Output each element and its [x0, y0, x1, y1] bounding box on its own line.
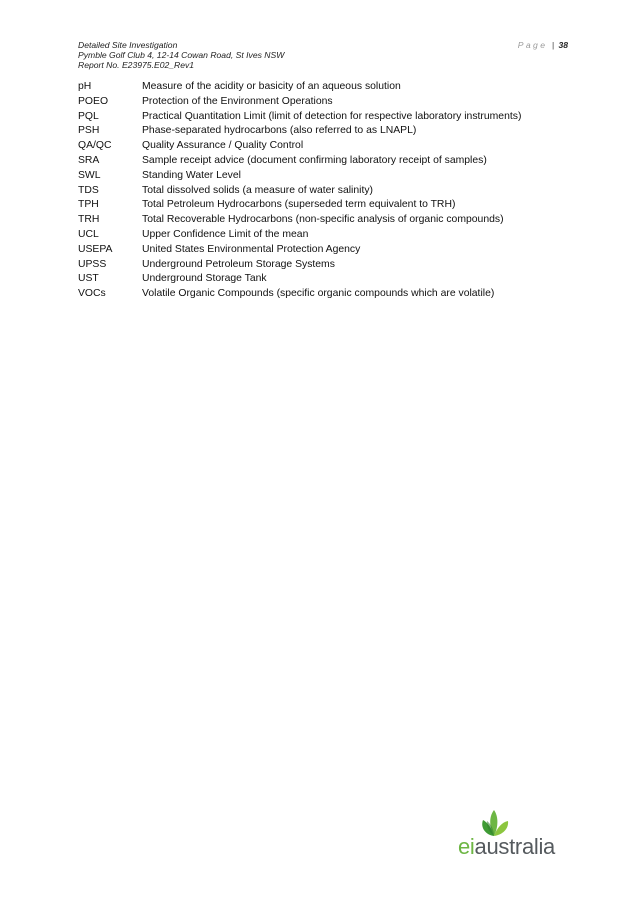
glossary-row [78, 124, 568, 139]
glossary-row [78, 95, 568, 110]
glossary-term: POEO [78, 95, 109, 107]
glossary-term: TPH [78, 199, 99, 211]
glossary-term: VOCs [78, 288, 106, 300]
glossary-definition: Total dissolved solids (a measure of water salinity) [142, 184, 373, 196]
glossary-row [78, 139, 568, 154]
glossary-term: PSH [78, 125, 100, 137]
glossary-row [78, 243, 568, 258]
glossary-definition: Total Recoverable Hydrocarbons (non-specific analysis of organic compounds) [142, 214, 504, 226]
glossary-definition: Sample receipt advice (document confirming laboratory receipt of samples) [142, 154, 487, 166]
glossary-row [78, 110, 568, 125]
glossary-row [78, 80, 568, 95]
glossary-row [78, 198, 568, 213]
glossary-definition: Measure of the acidity or basicity of an aqueous solution [142, 81, 401, 92]
glossary-definition: Protection of the Environment Operations [142, 95, 333, 107]
glossary-term: TDS [78, 184, 99, 196]
glossary-row [78, 258, 568, 273]
glossary-definition: Underground Petroleum Storage Systems [142, 258, 335, 270]
glossary-term: PQL [78, 110, 99, 122]
glossary-term: SRA [78, 154, 100, 166]
page-word: Page [517, 40, 548, 50]
abbreviations-list [78, 80, 568, 302]
page-header [78, 40, 568, 71]
page-number: 38 [558, 40, 568, 50]
glossary-term: UCL [78, 228, 99, 240]
glossary-definition: Total Petroleum Hydrocarbons (superseded term equivalent to TRH) [142, 199, 456, 211]
glossary-term: UPSS [78, 258, 107, 270]
glossary-term: QA/QC [78, 140, 112, 152]
glossary-term: USEPA [78, 243, 113, 255]
page-separator: | [551, 40, 555, 50]
page-number-label [518, 40, 568, 50]
glossary-term: pH [78, 81, 92, 92]
glossary-definition: Standing Water Level [142, 169, 241, 181]
header-report-title: Detailed Site Investigation [78, 40, 178, 50]
logo-wordmark [458, 834, 555, 860]
logo-text-australia: australia [474, 834, 555, 859]
company-logo [456, 808, 564, 860]
glossary-definition: Underground Storage Tank [142, 273, 267, 285]
glossary-definition: Volatile Organic Compounds (specific organic compounds which are volatile) [142, 288, 495, 300]
header-site-address: Pymble Golf Club 4, 12-14 Cowan Road, St Ives NSW [78, 50, 285, 61]
glossary-definition: Phase-separated hydrocarbons (also referred to as LNAPL) [142, 125, 417, 137]
glossary-definition: Quality Assurance / Quality Control [142, 140, 304, 152]
glossary-definition: Upper Confidence Limit of the mean [142, 228, 309, 240]
glossary-term: UST [78, 273, 99, 285]
header-report-number: Report No. E23975.E02_Rev1 [78, 60, 195, 71]
glossary-row [78, 184, 568, 199]
glossary-row [78, 169, 568, 184]
glossary-definition: Practical Quantitation Limit (limit of detection for respective laboratory instruments) [142, 110, 522, 122]
glossary-row [78, 272, 568, 287]
glossary-term: SWL [78, 169, 101, 181]
logo-text-ei: ei [458, 834, 475, 859]
glossary-row [78, 228, 568, 243]
glossary-row [78, 154, 568, 169]
glossary-row [78, 213, 568, 228]
glossary-term: TRH [78, 214, 100, 226]
glossary-definition: United States Environmental Protection Agency [142, 243, 361, 255]
glossary-row [78, 287, 568, 302]
